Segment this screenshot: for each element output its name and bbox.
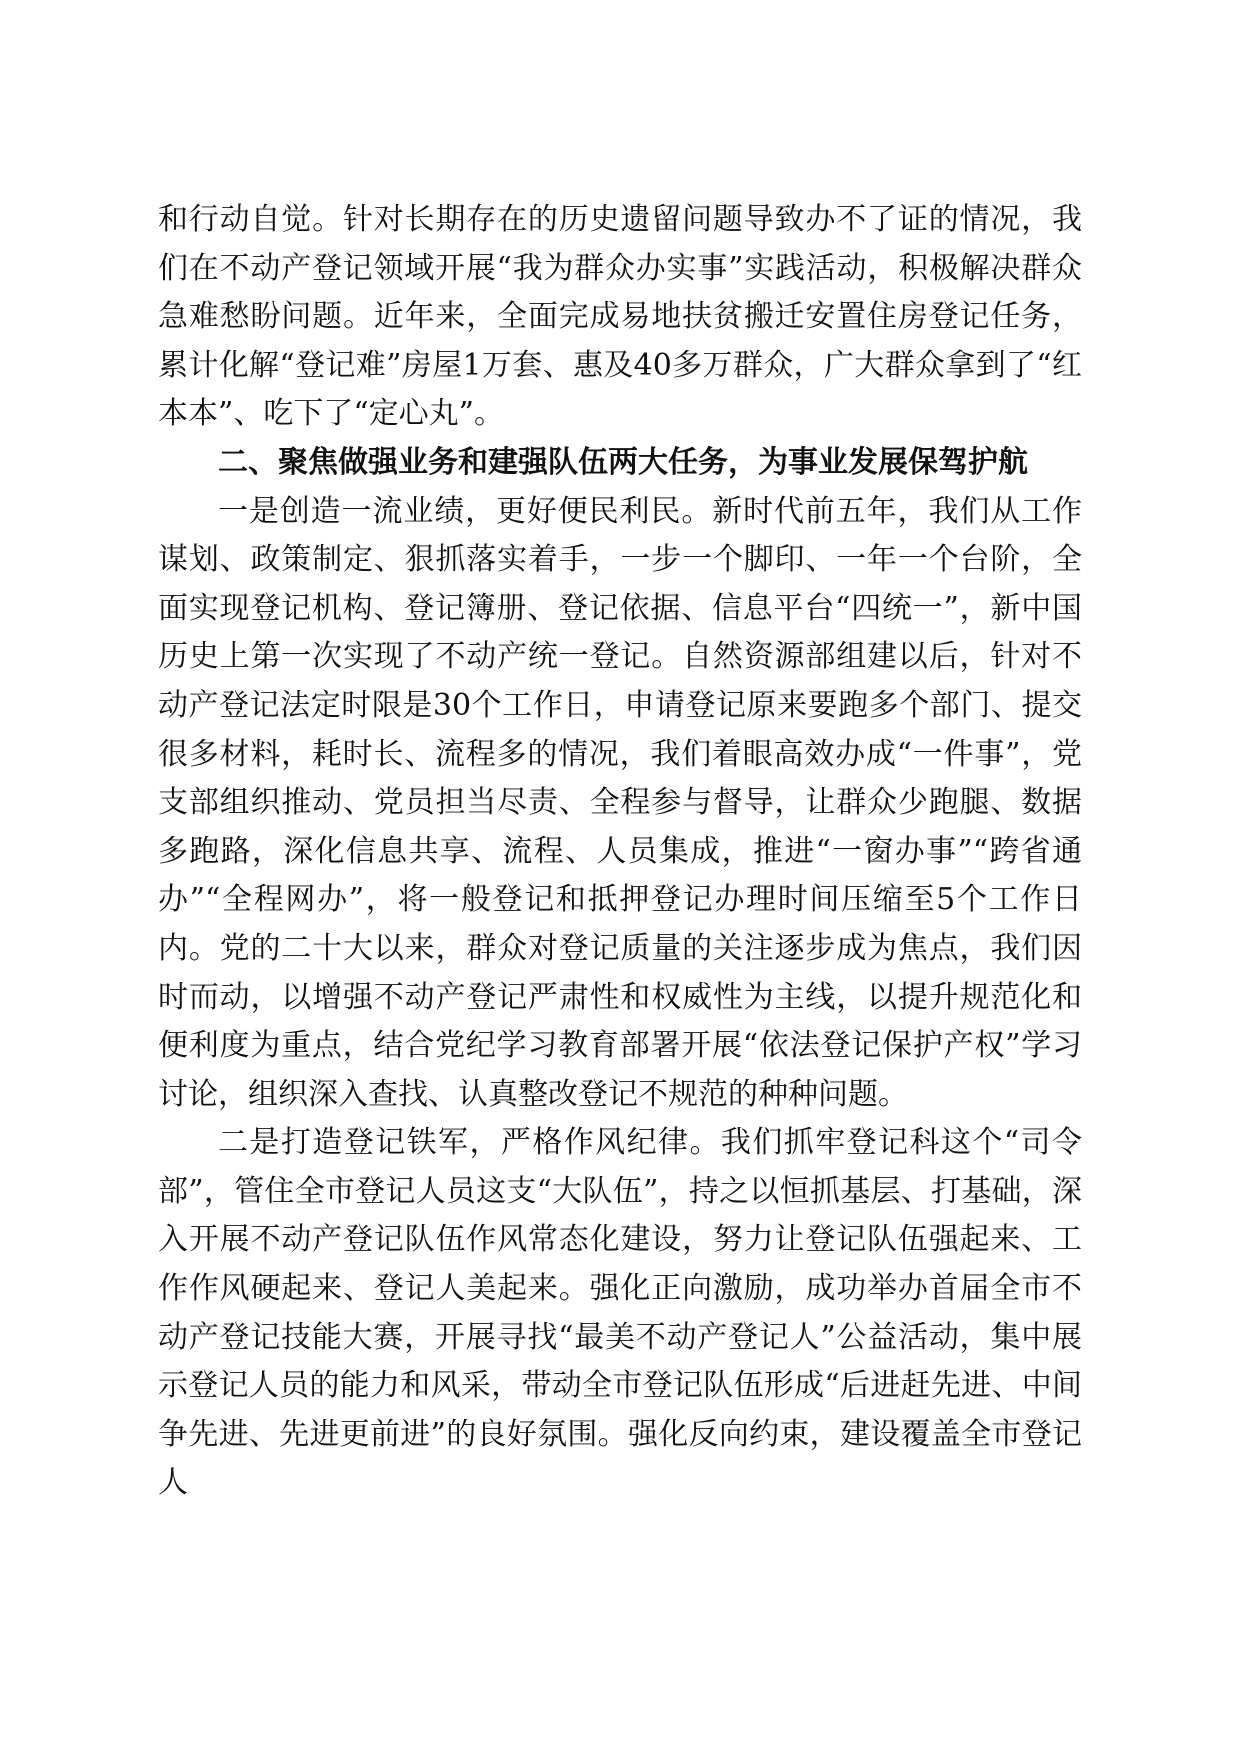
section-heading-two: 二、聚焦做强业务和建强队伍两大任务，为事业发展保驾护航 (218, 444, 1028, 480)
body-paragraph-continuation: 和行动自觉。针对长期存在的历史遗留问题导致办不了证的情况，我们在不动产登记领域开展“我为群众办实事”实践活动，积极解决群众急难愁盼问题。近年来，全面完成易地扶贫搬迁安置住房登记任务，累计化解“登记难”房屋1万套、惠及40多万群众，广大群众拿到了“红本本”、吃下了“定心丸”。 (158, 202, 1082, 432)
body-paragraph-second-point: 二是打造登记铁军，严格作风纪律。我们抓牢登记科这个“司令部”，管住全市登记人员这支“大队伍”，持之以恒抓基层、打基础，深入开展不动产登记队伍作风常态化建设，努力让登记队伍强起来、工作作风硬起来、登记人美起来。强化正向激励，成功举办首届全市不动产登记技能大赛，开展寻找“最美不动产登记人”公益活动，集中展示登记人员的能力和风采，带动全市登记队伍形成“后进赶先进、中间争先进、先进更前进”的良好氛围。强化反向约束，建设覆盖全市登记人 (158, 1125, 1082, 1501)
body-paragraph-first-point: 一是创造一流业绩，更好便民利民。新时代前五年，我们从工作谋划、政策制定、狠抓落实着手，一步一个脚印、一年一个台阶，全面实现登记机构、登记簿册、登记依据、信息平台“四统一”，新中国历史上第一次实现了不动产统一登记。自然资源部组建以后，针对不动产登记法定时限是30个工作日，申请登记原来要跑多个部门、提交很多材料，耗时长、流程多的情况，我们着眼高效办成“一件事”，党支部组织推动、党员担当尽责、全程参与督导，让群众少跑腿、数据多跑路，深化信息共享、流程、人员集成，推进“一窗办事”“跨省通办”“全程网办”，将一般登记和抵押登记办理时间压缩至5个工作日内。党的二十大以来，群众对登记质量的关注逐步成为焦点，我们因时而动，以增强不动产登记严肃性和权威性为主线，以提升规范化和便利度为重点，结合党纪学习教育部署开展“依法登记保护产权”学习讨论，组织深入查找、认真整改登记不规范的种种问题。 (158, 493, 1082, 1112)
document-page (158, 196, 1082, 1508)
